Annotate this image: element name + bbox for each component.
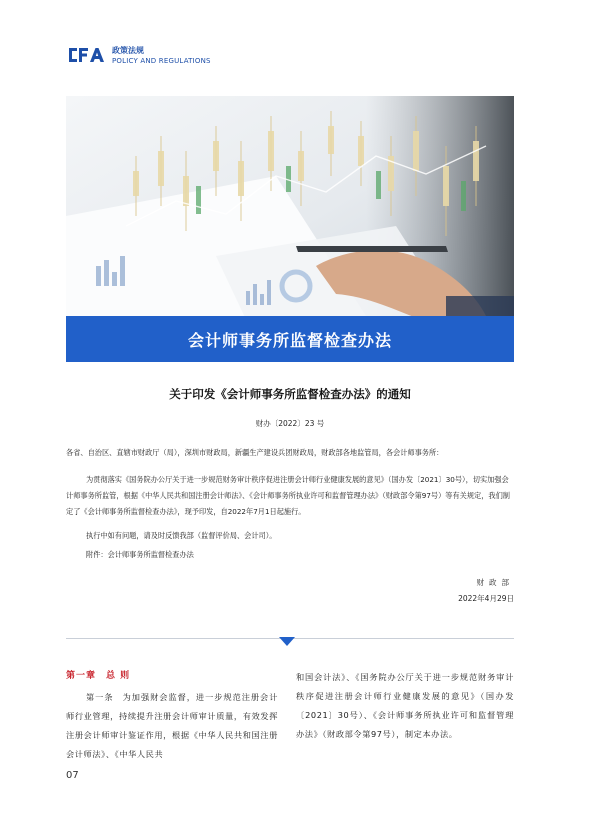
document-number: 财办〔2022〕23 号	[255, 419, 325, 428]
cpa-logo-icon	[66, 45, 106, 65]
article-left-column: 第一条 为加强财会监督，进一步规范注册会计师行业管理，持续提升注册会计师审计质量，有效发挥注册会计师审计鉴证作用，根据《中华人民共和国注册会计师法》、《中华人民共	[66, 692, 278, 759]
attachment-line: 附件：会计师事务所监督检查办法	[86, 550, 194, 559]
recipients-line: 各省、自治区、直辖市财政厅（局），深圳市财政局，新疆生产建设兵团财政局，财政部各地监管局，各会计师事务所：	[66, 448, 444, 457]
page-number: 07	[66, 770, 79, 781]
section-label-en: POLICY AND REGULATIONS	[112, 57, 211, 65]
banner-title: 会计师事务所监督检查办法	[66, 316, 514, 362]
article-right-column: 和国会计法》、《国务院办公厅关于进一步规范财务审计秩序促进注册会计师行业健康发展的意见》（国办发〔2021〕30号）、《会计师事务所执业许可和监督管理办法》（财政部令第97号），制定本办法。	[296, 672, 514, 739]
notice-body-paragraph: 为贯彻落实《国务院办公厅关于进一步规范财务审计秩序促进注册会计师行业健康发展的意见》（国办发〔2021〕30号），切实加强会计师事务所监管，根据《中华人民共和国注册会计师法》、《会计师事务所执业许可和监督管理办法》（财政部令第97号）等有关规定，我们制定了《会计师事务所监督检查办法》，现予印发，自2022年7月1日起施行。	[66, 475, 510, 516]
signature-date: 2022年4月29日	[458, 594, 514, 603]
section-label-cn: 政策法规	[112, 46, 144, 55]
divider-triangle-icon	[279, 637, 295, 646]
notice-title: 关于印发《会计师事务所监督检查办法》的通知	[169, 387, 411, 401]
hero-image	[66, 96, 514, 362]
feedback-paragraph: 执行中如有问题，请及时反馈我部（监督评价局、会计司）。	[86, 531, 277, 540]
signature-organization: 财政部	[476, 578, 514, 587]
chapter-heading: 第一章 总 则	[66, 671, 131, 681]
